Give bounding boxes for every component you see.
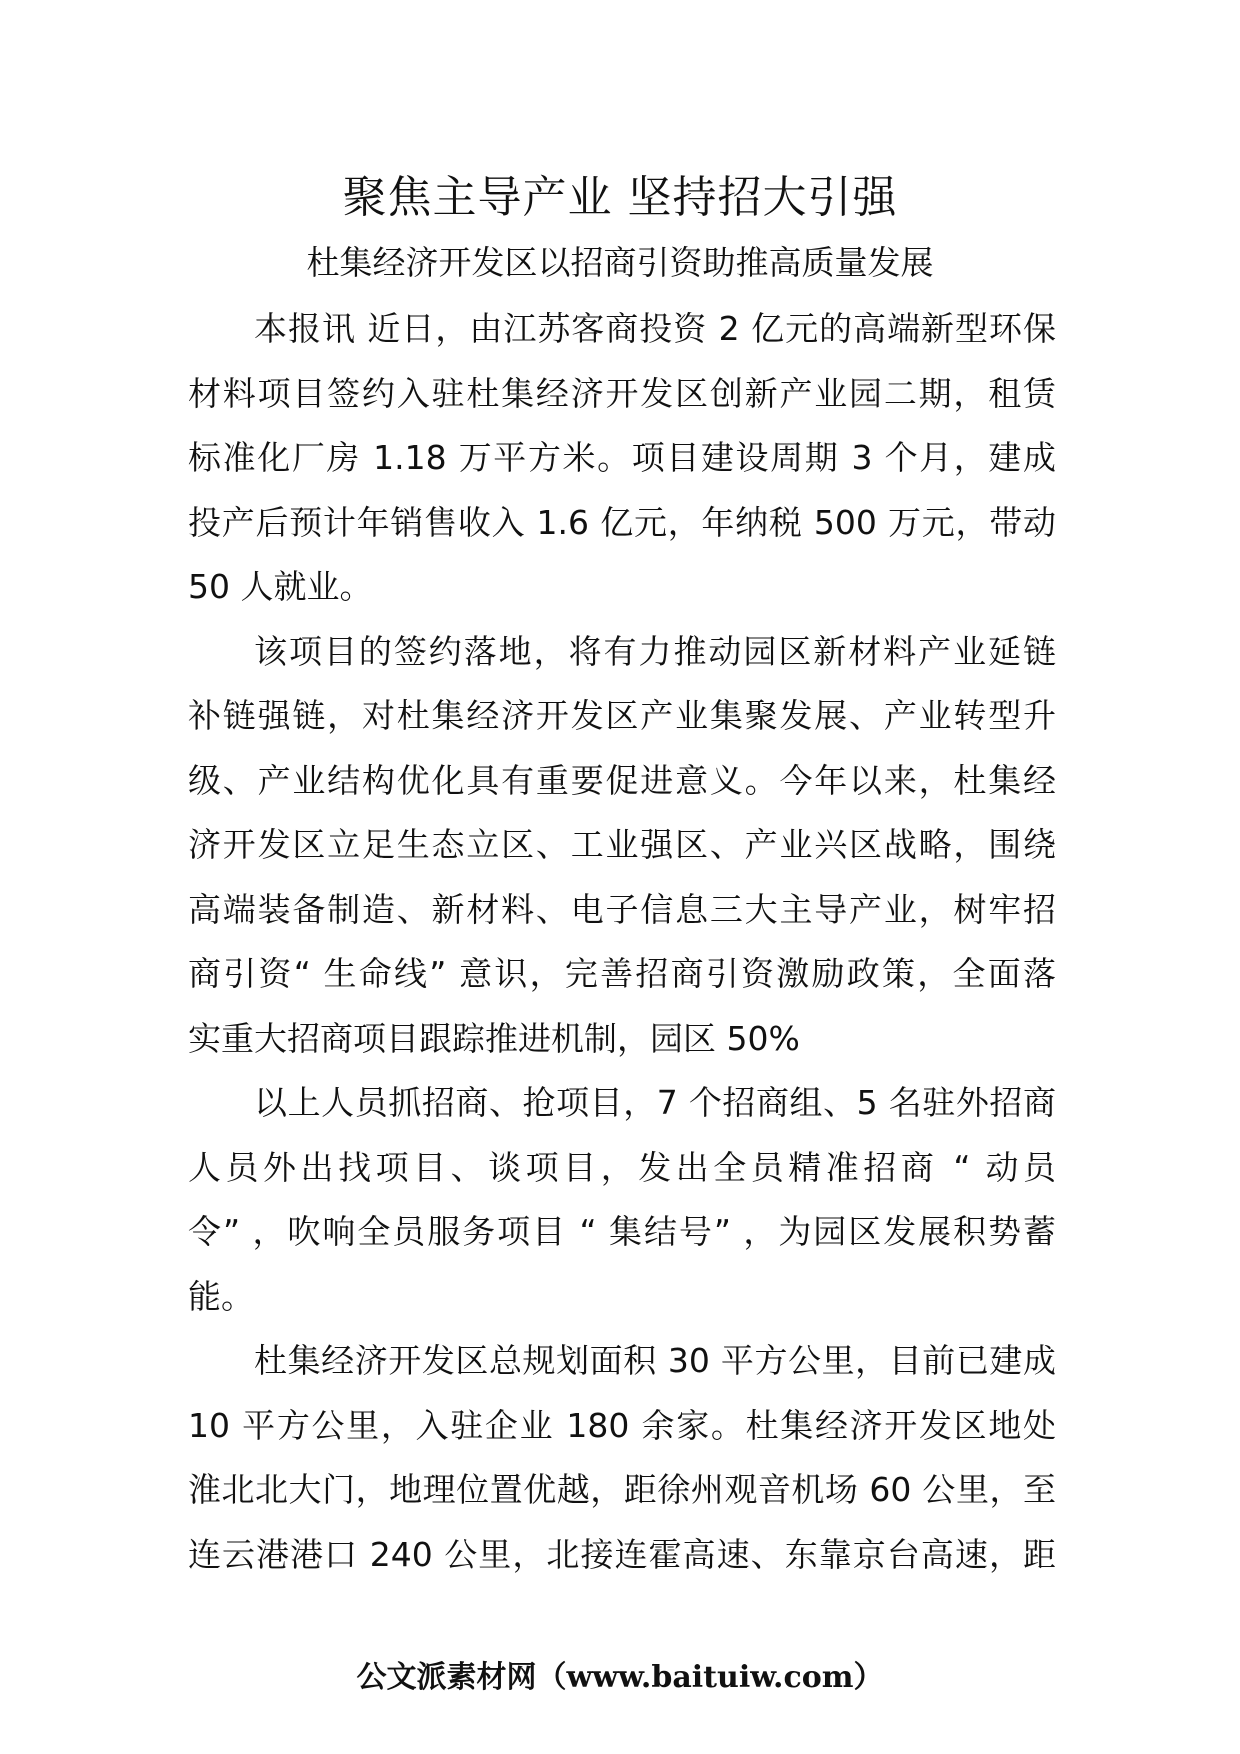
document-subtitle: 杜集经济开发区以招商引资助推高质量发展: [306, 243, 934, 282]
text-line: 50 人就业。: [188, 567, 373, 606]
text-line: 淮北北大门，地理位置优越，距徐州观音机场 60 公里，至: [188, 1470, 1056, 1509]
text-line: 杜集经济开发区总规划面积 30 平方公里，目前已建成: [254, 1341, 1056, 1380]
text-line: 该项目的签约落地，将有力推动园区新材料产业延链: [254, 631, 1056, 671]
text-line: 投产后预计年销售收入 1.6 亿元，年纳税 500 万元，带动: [188, 502, 1056, 542]
text-line: 商引资“ 生命线” 意识，完善招商引资激励政策，全面落: [188, 954, 1056, 993]
text-line: 补链强链，对杜集经济开发区产业集聚发展、产业转型升: [188, 696, 1056, 735]
text-line: 令” ，吹响全员服务项目 “ 集结号” ，为园区发展积势蓄: [188, 1212, 1056, 1251]
text-line: 实重大招商项目跟踪推进机制，园区 50%: [188, 1018, 800, 1058]
paragraph-3: [188, 1071, 1056, 1329]
text-line: 济开发区立足生态立区、工业强区、产业兴区战略，围绕: [188, 825, 1056, 864]
text-line: 连云港港口 240 公里，北接连霍高速、东靠京台高速，距: [188, 1534, 1056, 1574]
text-line: 级、产业结构优化具有重要促进意义。今年以来，杜集经: [188, 760, 1056, 800]
text-line: 材料项目签约入驻杜集经济开发区创新产业园二期，租赁: [188, 373, 1056, 413]
paragraph-2: [188, 620, 1056, 1072]
text-line: 标准化厂房 1.18 万平方米。项目建设周期 3 个月，建成: [188, 438, 1056, 477]
text-line: 10 平方公里，入驻企业 180 余家。杜集经济开发区地处: [188, 1405, 1056, 1445]
document-title: 聚焦主导产业 坚持招大引强: [342, 172, 898, 223]
text-line: 高端装备制造、新材料、电子信息三大主导产业，树牢招: [188, 889, 1056, 929]
paragraph-4: [188, 1329, 1056, 1587]
article-body: [188, 297, 1056, 1587]
text-line: 以上人员抓招商、抢项目，7 个招商组、5 名驻外招商: [254, 1083, 1056, 1122]
paragraph-1: [188, 297, 1056, 620]
text-line: 本报讯 近日，由江苏客商投资 2 亿元的高端新型环保: [254, 309, 1056, 348]
footer-watermark: 公文派素材网（www.baituiw.com）: [356, 1660, 884, 1695]
text-line: 能。: [188, 1276, 254, 1316]
text-line: 人员外出找项目、谈项目，发出全员精准招商 “ 动员: [188, 1147, 1056, 1187]
